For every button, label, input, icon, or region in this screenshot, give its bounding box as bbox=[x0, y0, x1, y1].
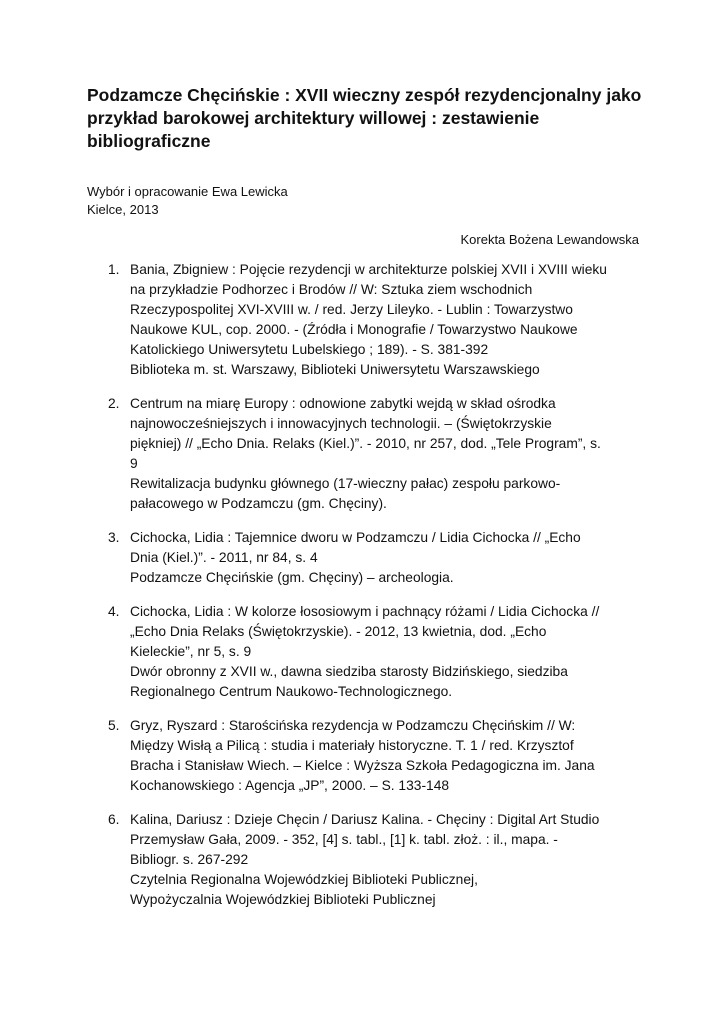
document-meta bbox=[87, 183, 288, 219]
entry-text-line: 9 bbox=[130, 456, 138, 471]
entry-text-line: Kochanowskiego : Agencja „JP”, 2000. – S. 133-148 bbox=[130, 778, 450, 793]
entry-text-line: Bania, Zbigniew : Pojęcie rezydencji w architekturze polskiej XVII i XVIII wieku bbox=[130, 262, 607, 277]
entry-text-line: Dnia (Kiel.)”. - 2011, nr 84, s. 4 bbox=[130, 550, 318, 565]
entry-number: 6. bbox=[108, 812, 120, 827]
entry-text-line: pałacowego w Podzamczu (gm. Chęciny). bbox=[130, 496, 387, 511]
entry-text-line: Kieleckie”, nr 5, s. 9 bbox=[130, 644, 252, 659]
title-line: przykład barokowej architektury willowej : zestawienie bbox=[87, 108, 540, 128]
entry-text-line: Bracha i Stanisław Wiech. – Kielce : Wyższa Szkoła Pedagogiczna im. Jana bbox=[130, 758, 595, 773]
entry-number: 5. bbox=[108, 718, 120, 733]
bibliography-entry bbox=[0, 260, 725, 380]
bibliography-list bbox=[0, 260, 725, 924]
compiler-note: Wybór i opracowanie Ewa Lewicka bbox=[87, 184, 288, 199]
entry-text-line: Wypożyczalnia Wojewódzkiej Biblioteki Publicznej bbox=[130, 892, 436, 907]
place-year: Kielce, 2013 bbox=[87, 202, 159, 217]
bibliography-entry bbox=[0, 394, 725, 514]
bibliography-entry bbox=[0, 716, 725, 796]
entry-text-line: Cichocka, Lidia : W kolorze łososiowym i pachnący różami / Lidia Cichocka // bbox=[130, 604, 600, 619]
entry-text-line: Przemysław Gała, 2009. - 352, [4] s. tabl., [1] k. tabl. złoż. : il., mapa. - bbox=[130, 832, 558, 847]
bibliography-entry bbox=[0, 810, 725, 910]
entry-text-line: Katolickiego Uniwersytetu Lubelskiego ; 189). - S. 381-392 bbox=[130, 342, 489, 357]
entry-number: 2. bbox=[108, 396, 120, 411]
entry-text-line: „Echo Dnia Relaks (Świętokrzyskie). - 2012, 13 kwietnia, dod. „Echo bbox=[130, 624, 547, 639]
entry-text-line: piękniej) // „Echo Dnia. Relaks (Kiel.)”. - 2010, nr 257, dod. „Tele Program”, s. bbox=[130, 436, 601, 451]
entry-text-line: Centrum na miarę Europy : odnowione zabytki wejdą w skład ośrodka bbox=[130, 396, 556, 411]
entry-text-line: Bibliogr. s. 267-292 bbox=[130, 852, 249, 867]
bibliography-entry bbox=[0, 602, 725, 702]
entry-text-line: najnowocześniejszych i innowacyjnych technologii. – (Świętokrzyskie bbox=[130, 416, 552, 431]
entry-text-line: Kalina, Dariusz : Dzieje Chęcin / Dariusz Kalina. - Chęciny : Digital Art Studio bbox=[130, 812, 600, 827]
bibliography-entry bbox=[0, 528, 725, 588]
editor-note: Korekta Bożena Lewandowska bbox=[460, 232, 639, 247]
entry-number: 3. bbox=[108, 530, 120, 545]
entry-text-line: Podzamcze Chęcińskie (gm. Chęciny) – archeologia. bbox=[130, 570, 454, 585]
entry-text-line: Naukowe KUL, cop. 2000. - (Źródła i Monografie / Towarzystwo Naukowe bbox=[130, 322, 578, 337]
entry-text-line: Czytelnia Regionalna Wojewódzkiej Biblioteki Publicznej, bbox=[130, 872, 478, 887]
entry-number: 4. bbox=[108, 604, 120, 619]
entry-text-line: Cichocka, Lidia : Tajemnice dworu w Podzamczu / Lidia Cichocka // „Echo bbox=[130, 530, 581, 545]
document-title bbox=[87, 84, 647, 153]
entry-text-line: Między Wisłą a Pilicą : studia i materiały historyczne. T. 1 / red. Krzysztof bbox=[130, 738, 574, 753]
entry-text-line: Regionalnego Centrum Naukowo-Technologicznego. bbox=[130, 684, 453, 699]
entry-number: 1. bbox=[108, 262, 120, 277]
entry-text-line: Gryz, Ryszard : Starościńska rezydencja w Podzamczu Chęcińskim // W: bbox=[130, 718, 576, 733]
entry-text-line: Dwór obronny z XVII w., dawna siedziba starosty Bidzińskiego, siedziba bbox=[130, 664, 568, 679]
title-line: Podzamcze Chęcińskie : XVII wieczny zespół rezydencjonalny jako bbox=[87, 85, 642, 105]
entry-text-line: Rzeczypospolitej XVI-XVIII w. / red. Jerzy Lileyko. - Lublin : Towarzystwo bbox=[130, 302, 573, 317]
entry-text-line: Biblioteka m. st. Warszawy, Biblioteki Uniwersytetu Warszawskiego bbox=[130, 362, 540, 377]
entry-text-line: Rewitalizacja budynku głównego (17-wieczny pałac) zespołu parkowo- bbox=[130, 476, 561, 491]
title-line: bibliograficzne bbox=[87, 131, 211, 151]
entry-text-line: na przykładzie Podhorzec i Brodów // W: Sztuka ziem wschodnich bbox=[130, 282, 533, 297]
